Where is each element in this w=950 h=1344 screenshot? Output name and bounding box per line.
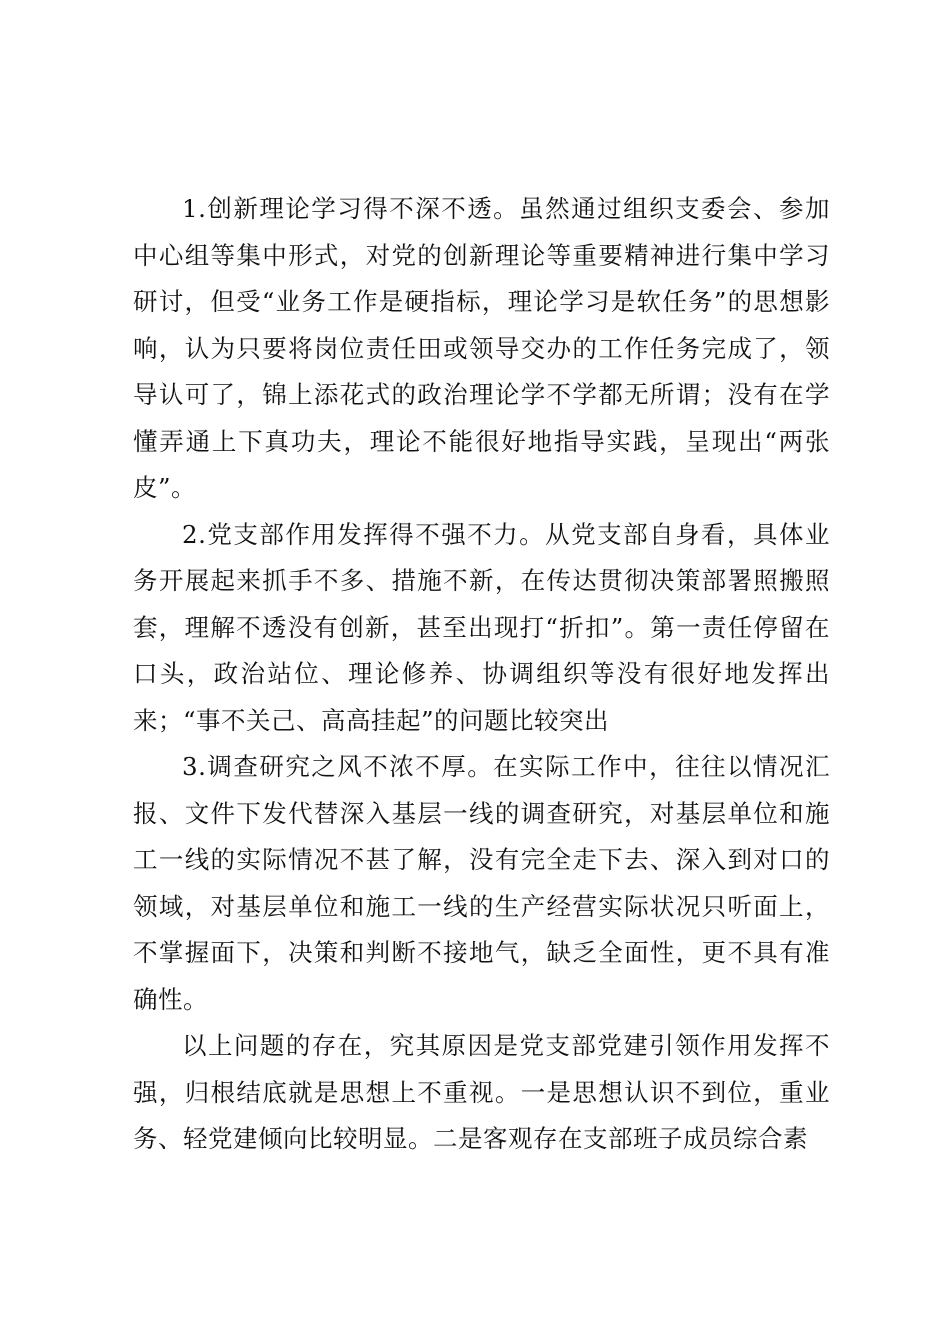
paragraph-3: 3.调查研究之风不浓不厚。在实际工作中，往往以情况汇报、文件下发代替深入基层一线的调查研究，对基层单位和施工一线的实际情况不甚了解，没有完全走下去、深入到对口的领域，对基层单位和施工一线的生产经营实际状况只听面上，不掌握面下，决策和判断不接地气，缺乏全面性，更不具有准确性。	[133, 752, 830, 1014]
paragraph-4: 以上问题的存在，究其原因是党支部党建引领作用发挥不强，归根结底就是思想上不重视。一是思想认识不到位，重业务、轻党建倾向比较明显。二是客观存在支部班子成员综合素	[133, 1031, 830, 1153]
document-body	[133, 186, 830, 1163]
paragraph-1: 1.创新理论学习得不深不透。虽然通过组织支委会、参加中心组等集中形式，对党的创新理论等重要精神进行集中学习研讨，但受“业务工作是硬指标，理论学习是软任务”的思想影响，认为只要将岗位责任田或领导交办的工作任务完成了，领导认可了，锦上添花式的政治理论学不学都无所谓；没有在学懂弄通上下真功夫，理论不能很好地指导实践，呈现出“两张皮”。	[133, 194, 830, 502]
paragraph-2: 2.党支部作用发挥得不强不力。从党支部自身看，具体业务开展起来抓手不多、措施不新，在传达贯彻决策部署照搬照套，理解不透没有创新，甚至出现打“折扣”。第一责任停留在口头，政治站位、理论修养、协调组织等没有很好地发挥出来；“事不关己、高高挂起”的问题比较突出	[133, 519, 830, 735]
